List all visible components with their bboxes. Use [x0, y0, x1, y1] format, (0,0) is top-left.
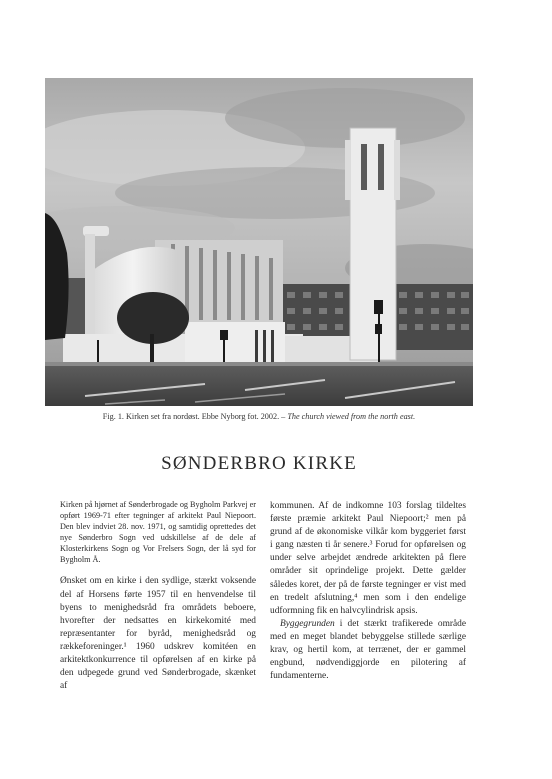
church-photo — [45, 78, 473, 406]
left-column — [60, 500, 256, 693]
body-paragraph-left: Ønsket om en kirke i den sydlige, stærkt voksende del af Horsens førte 1957 til en henvendelse til byens to menighedsråd fra områdets beboere, hvorefter der nedsattes en kirkekomité med repræsentanter for byråd, menighedsråd og rækkeforeninger.¹ 1960 udskrev komitéen en arkitektkonkurrence til opførelsen af en kirke på den udpegede grund ved Sønderbrogade, skænket af — [60, 576, 256, 692]
paragraph-rest: i det stærkt trafikerede område med en meget blandet bebyggelse stillede særlige krav, og hertil kom, at terrænet, der er gammel engbund, nødvendiggjorde en pilotering af fundamenterne. — [270, 618, 466, 682]
intro-paragraph: Kirken på hjørnet af Sønderbrogade og Bygholm Parkvej er opført 1969-71 efter tegninger af arkitekt Paul Niepoort. Den blev indviet 28. nov. 1971, og samtidig oprettedes det nye Sønderbro Sogn ved udskillelse af de dele af Klosterkirkens Sogn og Vor Frelsers Sogn, der lå syd for Bygholm Å. — [60, 500, 256, 564]
caption-text: Kirken set fra nordøst. Ebbe Nyborg fot. 2002. – — [126, 412, 286, 421]
body-paragraph-right-2 — [270, 618, 466, 683]
caption-label: Fig. 1. — [102, 412, 124, 421]
page-title: SØNDERBRO KIRKE — [161, 453, 357, 474]
church-photo-icon — [45, 78, 473, 406]
figure-caption — [45, 412, 473, 421]
paragraph-lead-word: Byggegrunden — [280, 618, 335, 629]
caption-english: The church viewed from the north east. — [287, 412, 416, 421]
body-paragraph-right-1: kommunen. Af de indkomne 103 forslag tildeltes første præmie arkitekt Paul Niepoort;² men på grund af de økonomiske vilkår kom byggeriet først i gang næsten ti år senere.³ Forud for opførelsen og under selve arbejdet ændrede arkitekten på flere områder sit oprindelige projekt. Dette gælder således koret, der på de første tegninger er vist med en tredelt afslutning,⁴ men som i den endelige udformning fik en halvcylindrisk apsis. — [270, 501, 466, 616]
right-column — [270, 500, 466, 683]
